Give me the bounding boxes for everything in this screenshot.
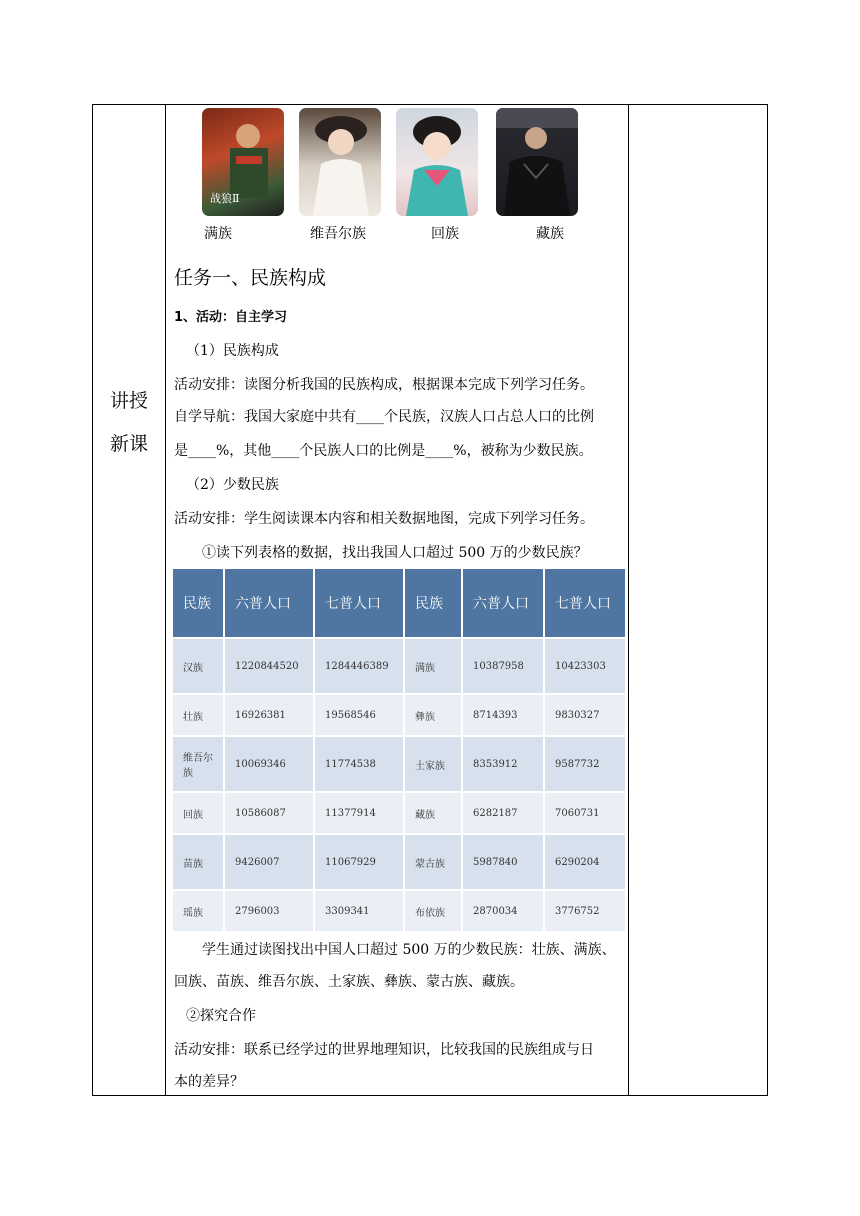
photo-tibetan: [496, 108, 578, 216]
activity-arrangement: 活动安排：读图分析我国的民族构成，根据课本完成下列学习任务。: [174, 377, 594, 393]
table-cell: 3776752: [545, 891, 625, 931]
table-cell: 2796003: [225, 891, 313, 931]
table-cell: 6290204: [545, 835, 625, 889]
table-cell: 9830327: [545, 695, 625, 735]
table-cell: 10387958: [463, 639, 543, 693]
subheading-minorities: （2）少数民族: [186, 477, 279, 493]
table-header-row: [173, 569, 625, 637]
activity-arrangement: 活动安排：学生阅读课本内容和相关数据地图，完成下列学习任务。: [174, 511, 594, 527]
photo-caption: 维吾尔族: [310, 226, 366, 242]
activity-arrangement: 活动安排：联系已经学过的世界地理知识，比较我国的民族组成与日: [174, 1042, 594, 1058]
table-row: [173, 695, 625, 735]
self-study-guide: 自学导航：我国大家庭中共有____个民族，汉族人口占总人口的比例: [174, 409, 594, 425]
table-cell: 回族: [173, 793, 223, 833]
table-cell: 3309341: [315, 891, 403, 931]
activity-arrangement: 本的差异？: [174, 1074, 244, 1090]
task-title: 任务一、民族构成: [174, 267, 327, 289]
table-row: [173, 639, 625, 693]
table-cell: 1284446389: [315, 639, 403, 693]
answer-text: 学生通过读图找出中国人口超过 500 万的少数民族：壮族、满族、: [202, 942, 616, 958]
table-row: [173, 737, 625, 791]
table-cell: 壮族: [173, 695, 223, 735]
photo-caption: 藏族: [536, 226, 564, 242]
portrait-image: [496, 108, 578, 216]
table-cell: 维吾尔族: [173, 737, 223, 791]
table-cell: 满族: [405, 639, 461, 693]
column-divider: [628, 105, 629, 1095]
table-cell: 10423303: [545, 639, 625, 693]
table-header: 六普人口: [225, 569, 313, 637]
table-cell: 11377914: [315, 793, 403, 833]
table-header: 民族: [173, 569, 223, 637]
table-cell: 彝族: [405, 695, 461, 735]
table-header: 七普人口: [545, 569, 625, 637]
photo-caption: 满族: [204, 226, 232, 242]
photo-uyghur: [299, 108, 381, 216]
table-cell: 瑶族: [173, 891, 223, 931]
table-row: [173, 835, 625, 889]
table-cell: 11774538: [315, 737, 403, 791]
table-cell: 9426007: [225, 835, 313, 889]
photo-manchu: [202, 108, 284, 216]
section-label-line: 讲授: [109, 390, 148, 412]
section-label-line: 新课: [109, 433, 148, 455]
table-cell: 11067929: [315, 835, 403, 889]
poster-title: 战狼Ⅱ: [210, 192, 240, 205]
table-row: [173, 891, 625, 931]
answer-text: 回族、苗族、维吾尔族、土家族、彝族、蒙古族、藏族。: [174, 974, 524, 990]
table-cell: 10586087: [225, 793, 313, 833]
portrait-image: [396, 108, 478, 216]
table-cell: 2870034: [463, 891, 543, 931]
table-cell: 19568546: [315, 695, 403, 735]
lesson-content: [166, 105, 628, 1095]
table-cell: 布依族: [405, 891, 461, 931]
table-row: [173, 793, 625, 833]
population-table: [171, 567, 627, 933]
poster-image: [202, 108, 284, 216]
table-cell: 蒙古族: [405, 835, 461, 889]
table-cell: 藏族: [405, 793, 461, 833]
table-cell: 10069346: [225, 737, 313, 791]
question: ①读下列表格的数据，找出我国人口超过 500 万的少数民族？: [202, 545, 588, 561]
photo-caption: 回族: [431, 226, 459, 242]
subheading-ethnic-composition: （1）民族构成: [186, 343, 279, 359]
ethnic-photo-row: [166, 105, 628, 242]
section-label: [93, 380, 165, 466]
portrait-image: [299, 108, 381, 216]
activity-heading: 1、活动：自主学习: [174, 310, 288, 325]
table-cell: 7060731: [545, 793, 625, 833]
table-cell: 土家族: [405, 737, 461, 791]
self-study-guide: 是____%，其他____个民族人口的比例是____%，被称为少数民族。: [174, 443, 593, 459]
table-cell: 1220844520: [225, 639, 313, 693]
table-cell: 16926381: [225, 695, 313, 735]
table-cell: 5987840: [463, 835, 543, 889]
table-header: 七普人口: [315, 569, 403, 637]
table-cell: 9587732: [545, 737, 625, 791]
table-header: 民族: [405, 569, 461, 637]
table-cell: 8353912: [463, 737, 543, 791]
lesson-table: [92, 104, 768, 1096]
table-cell: 6282187: [463, 793, 543, 833]
table-cell: 苗族: [173, 835, 223, 889]
table-cell: 8714393: [463, 695, 543, 735]
table-header: 六普人口: [463, 569, 543, 637]
photo-hui: [396, 108, 478, 216]
table-cell: 汉族: [173, 639, 223, 693]
subheading-inquiry: ②探究合作: [186, 1008, 256, 1024]
